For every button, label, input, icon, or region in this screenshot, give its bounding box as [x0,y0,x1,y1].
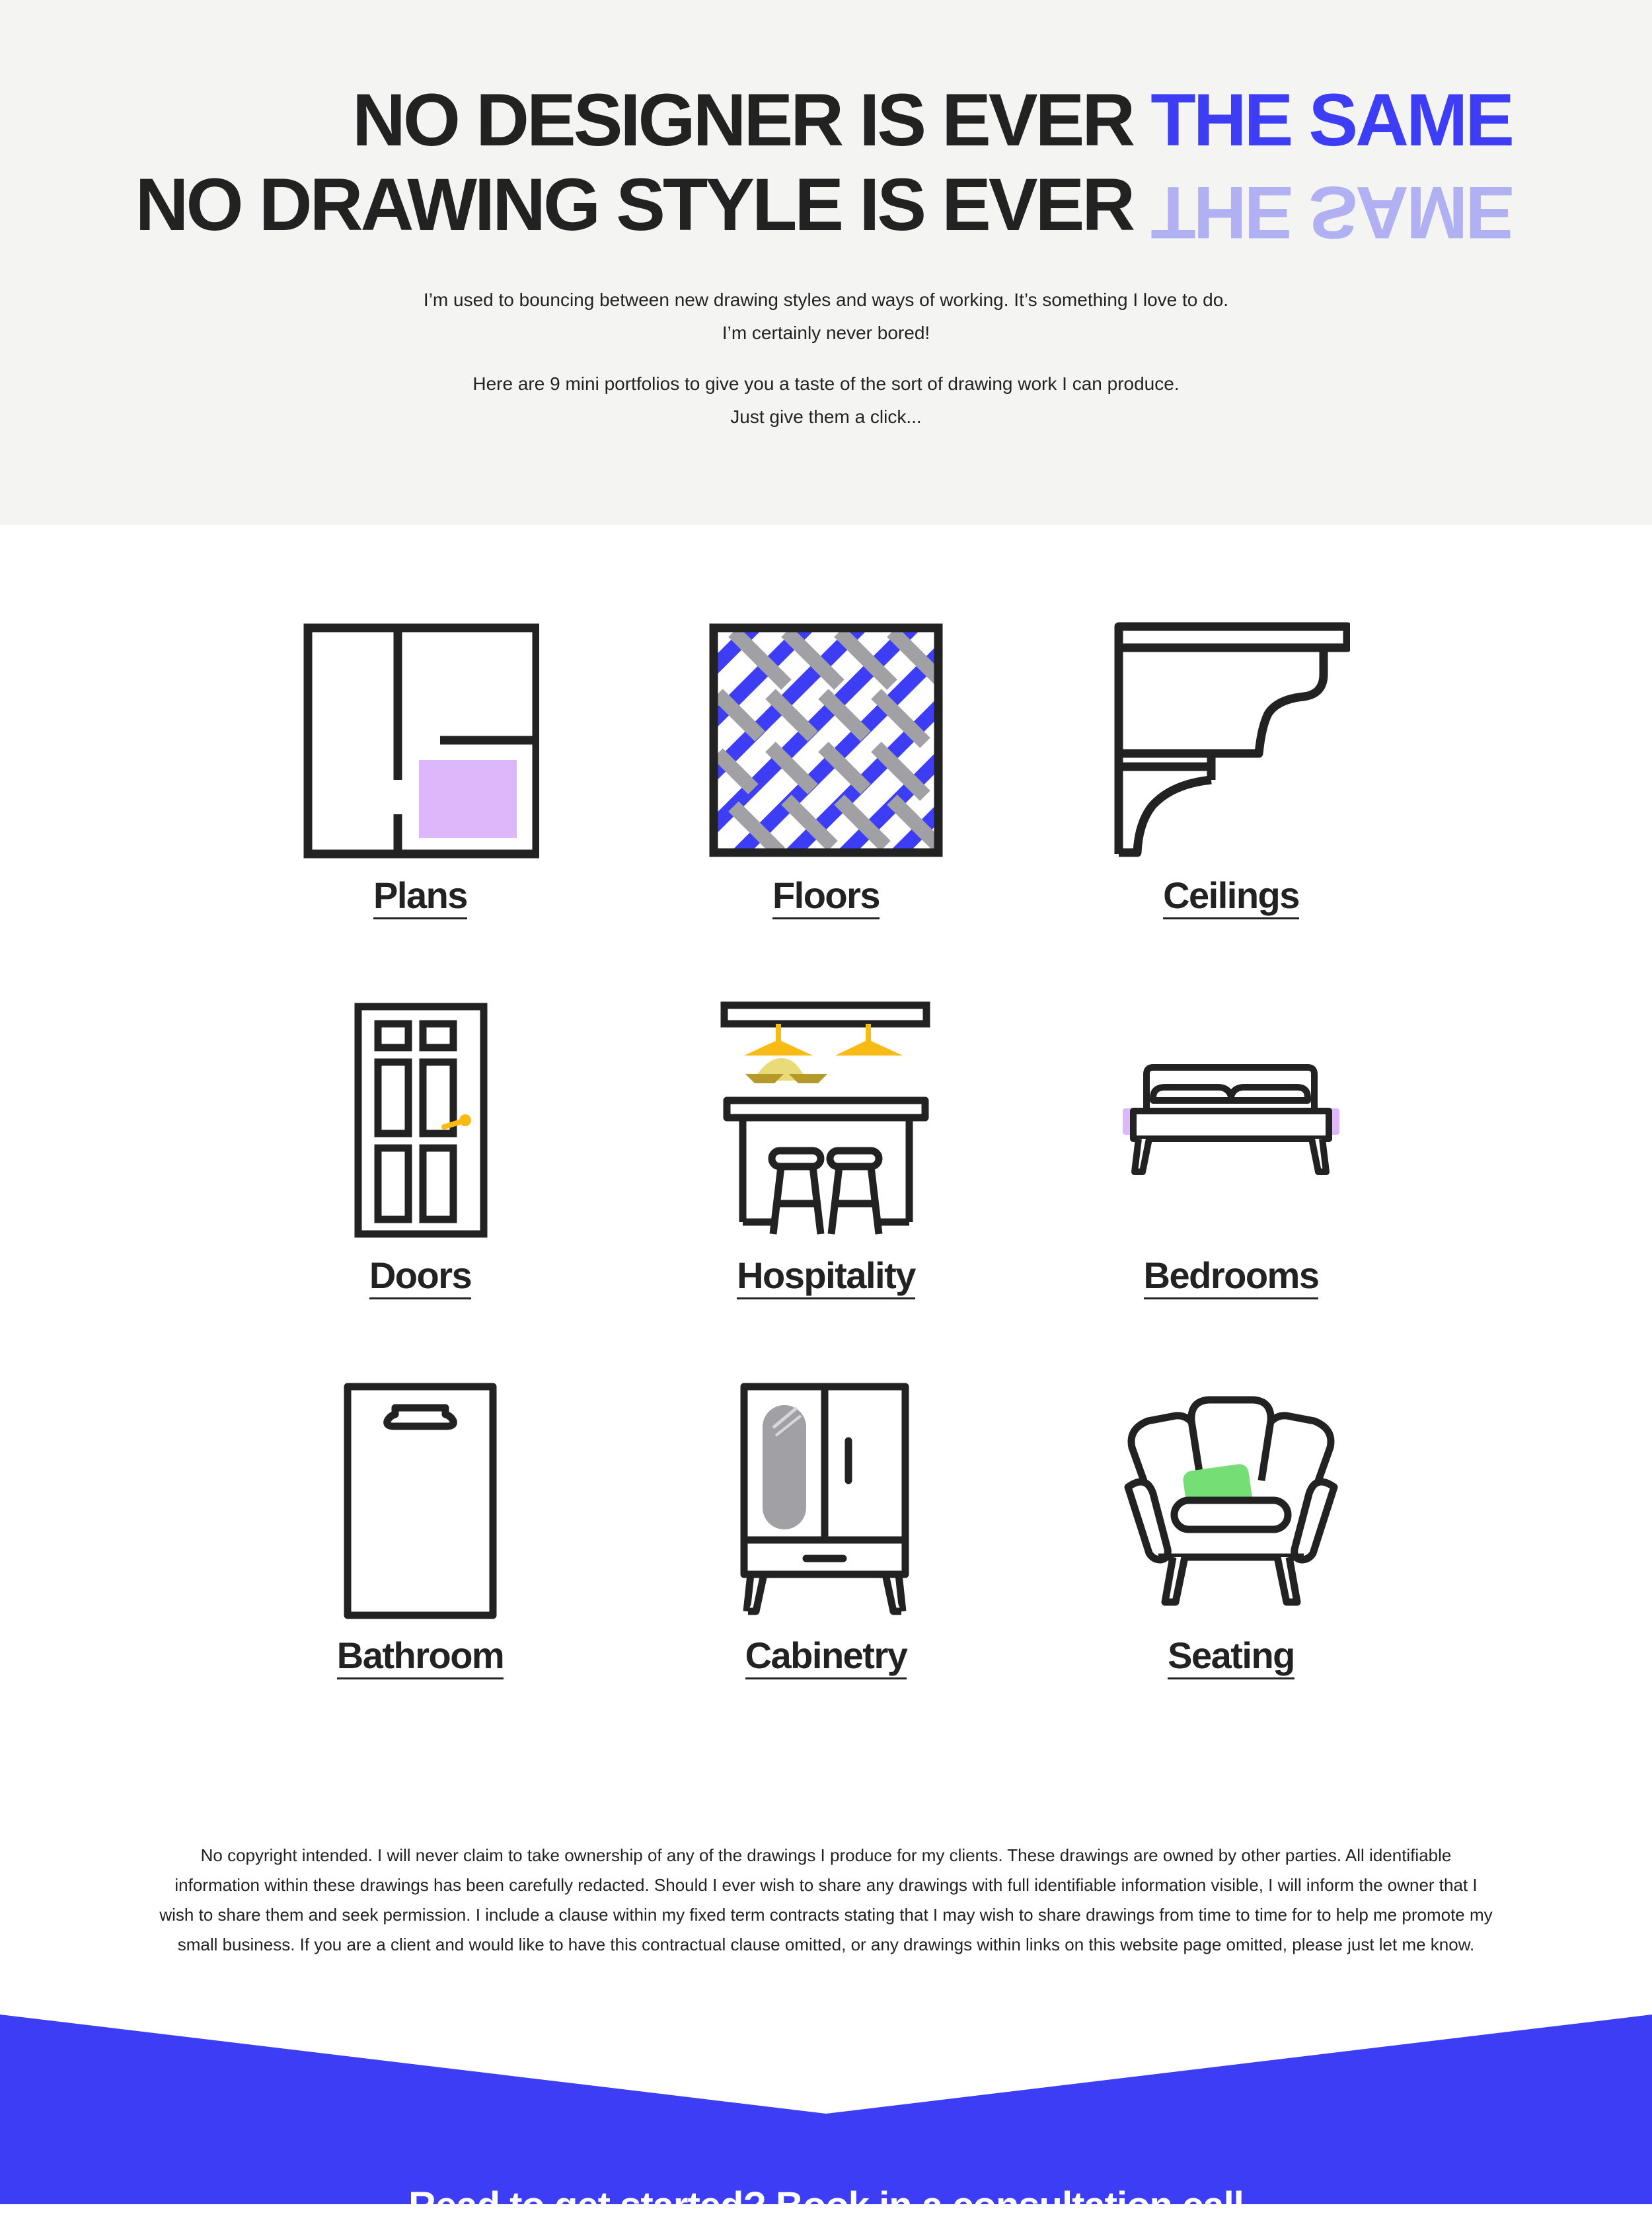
footer-chevron-background [0,2009,1652,2204]
mirror-icon [301,1381,539,1619]
portfolio-card-doors[interactable] [255,1001,585,1345]
headline-line-1-prefix: NO DESIGNER IS EVER [352,79,1133,161]
intro-paragraph-1 [165,284,1487,350]
portfolio-label-seating[interactable]: Seating [1066,1634,1396,1677]
portfolio-label-ceilings[interactable]: Ceilings [1066,874,1396,917]
portfolio-card-ceilings[interactable] [1066,621,1396,965]
armchair-icon [1112,1381,1350,1619]
disclaimer-line-1: No copyright intended. I will never claim to take ownership of any of the drawings I produce for my clients. These drawings are owned by other parties. All identifiable [200,1845,1452,1865]
headline-accent-text: THE SAME [1150,79,1512,161]
herringbone-floor-icon [707,621,945,859]
copyright-disclaimer [135,1841,1517,1960]
floor-plan-icon [301,621,539,859]
portfolio-label-bathroom[interactable]: Bathroom [255,1634,585,1677]
portfolio-card-seating[interactable] [1066,1381,1396,1725]
headline-mirrored-text: THE SAME [1150,171,1512,254]
cornice-icon [1112,621,1350,859]
portfolio-card-floors[interactable] [661,621,991,965]
portfolio-label-bedrooms[interactable]: Bedrooms [1066,1254,1396,1297]
wardrobe-icon [707,1381,945,1619]
portfolio-label-floors[interactable]: Floors [661,874,991,917]
portfolio-card-cabinetry[interactable] [661,1381,991,1725]
portfolio-label-hospitality[interactable]: Hospitality [661,1254,991,1297]
consultation-cta-link[interactable]: Read to get started? Book in a consultation call [408,2184,1244,2227]
portfolio-card-bedrooms[interactable] [1066,1001,1396,1345]
door-icon [301,1001,539,1239]
portfolio-card-bathroom[interactable] [255,1381,585,1725]
portfolio-card-plans[interactable] [255,621,585,965]
disclaimer-line-3: wish to share them and seek permission. I include a clause within my fixed term contracts stating that I may wish to share drawings from time to time for to help me promote my [159,1905,1493,1925]
portfolio-label-plans[interactable]: Plans [255,874,585,917]
intro-paragraph-1-line-2: I’m certainly never bored! [722,323,930,343]
intro-paragraph-2-line-1: Here are 9 mini portfolios to give you a taste of the sort of drawing work I can produce. [472,373,1180,394]
intro-paragraph-1-line-1: I’m used to bouncing between new drawing styles and ways of working. It’s something I love to do. [423,289,1229,310]
headline-line-1 [352,79,1512,161]
disclaimer-line-2: information within these drawings has been carefully redacted. Should I ever wish to share any drawings with full identifiable information visible, I will inform the owner that I [174,1875,1478,1895]
headline-line-2-prefix: NO DRAWING STYLE IS EVER [135,163,1133,246]
hero-section [0,0,1652,525]
portfolio-label-doors[interactable]: Doors [255,1254,585,1297]
intro-paragraph-2-line-2: Just give them a click... [730,406,922,427]
footer-cta-section [0,2009,1652,2227]
bed-icon [1112,1001,1350,1239]
portfolio-label-cabinetry[interactable]: Cabinetry [661,1634,991,1677]
disclaimer-line-4: small business. If you are a client and would like to have this contractual clause omitted, or any drawings within links on this website page omitted, please just let me know. [177,1935,1475,1954]
intro-paragraph-2 [165,367,1487,434]
headline-line-2 [135,163,1512,254]
bar-stools-icon [707,1001,945,1239]
portfolio-card-hospitality[interactable] [661,1001,991,1345]
